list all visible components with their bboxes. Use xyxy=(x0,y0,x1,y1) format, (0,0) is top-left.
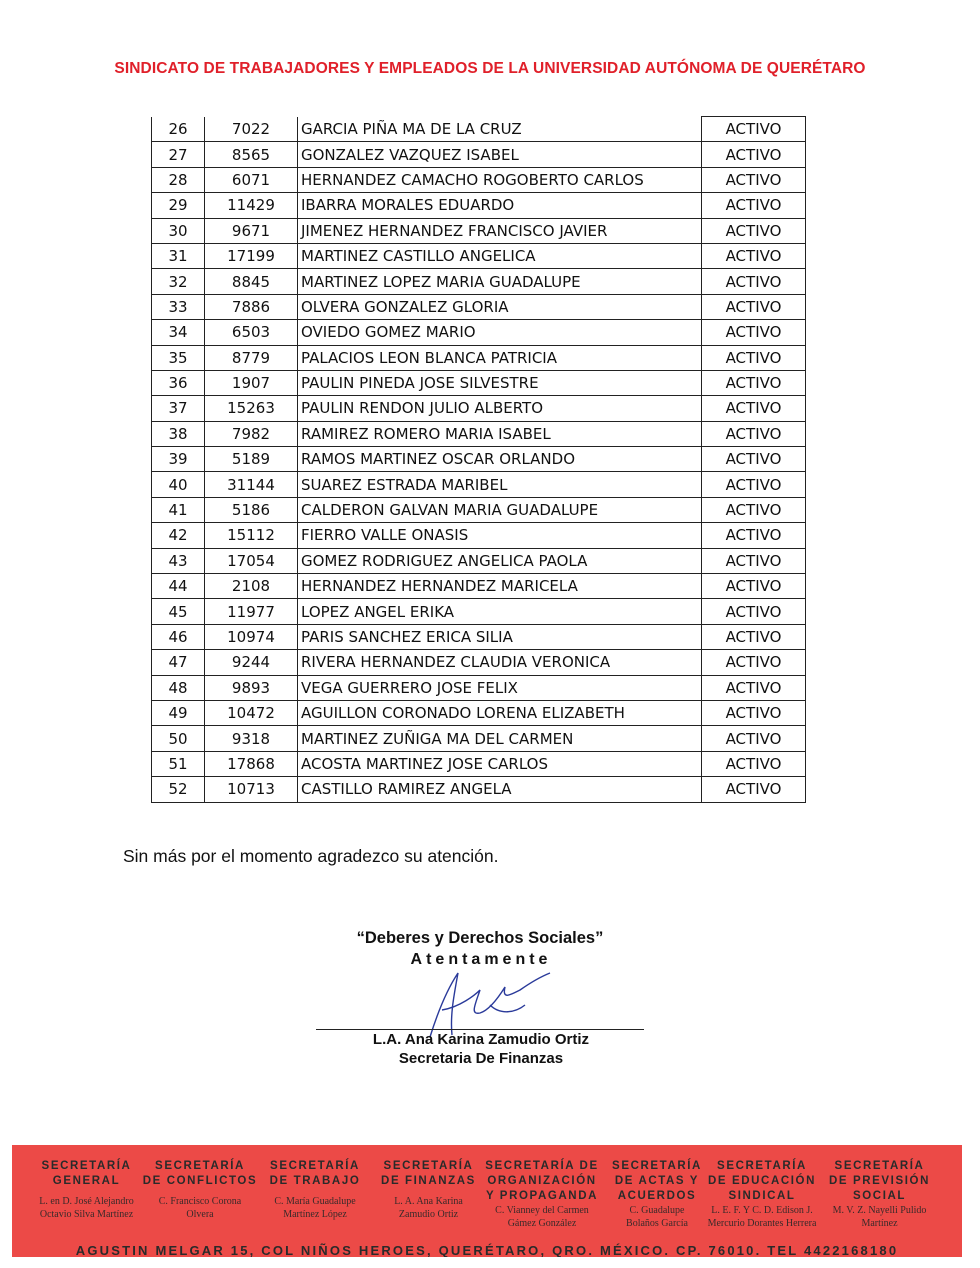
employee-code-cell: 10713 xyxy=(205,777,298,802)
row-number-cell: 47 xyxy=(152,650,205,675)
member-name-cell: PAULIN RENDON JULIO ALBERTO xyxy=(298,396,702,421)
member-name-cell: MARTINEZ ZUÑIGA MA DEL CARMEN xyxy=(298,726,702,751)
row-number-cell: 46 xyxy=(152,624,205,649)
employee-code-cell: 17054 xyxy=(205,548,298,573)
member-name-cell: RAMIREZ ROMERO MARIA ISABEL xyxy=(298,421,702,446)
employee-code-cell: 15263 xyxy=(205,396,298,421)
table-row xyxy=(152,700,806,725)
row-number-cell: 43 xyxy=(152,548,205,573)
member-name-cell: MARTINEZ LOPEZ MARIA GUADALUPE xyxy=(298,269,702,294)
employee-code-cell: 9893 xyxy=(205,675,298,700)
status-cell: ACTIVO xyxy=(702,370,806,395)
table-row xyxy=(152,574,806,599)
employee-code-cell: 10472 xyxy=(205,700,298,725)
table-row xyxy=(152,650,806,675)
status-cell: ACTIVO xyxy=(702,396,806,421)
footer-col-title: SECRETARÍA DE PREVISIÓN SOCIAL xyxy=(829,1160,930,1202)
footer-address: AGUSTIN MELGAR 15, COL NIÑOS HEROES, QUERÉTARO, QRO. MÉXICO. CP. 76010. TEL 4422168180 xyxy=(75,1243,899,1257)
footer-col-educacion xyxy=(702,1159,822,1230)
footer-col-person: M. V. Z. Nayelli Pulido Martínez xyxy=(832,1205,927,1229)
footer-col-title: SECRETARÍA DE TRABAJO xyxy=(269,1160,361,1187)
footer-col-actas xyxy=(607,1159,707,1230)
employee-code-cell: 11977 xyxy=(205,599,298,624)
footer-col-conflictos xyxy=(140,1159,260,1221)
employee-code-cell: 5189 xyxy=(205,447,298,472)
status-cell: ACTIVO xyxy=(702,243,806,268)
table-row xyxy=(152,218,806,243)
member-name-cell: CASTILLO RAMIREZ ANGELA xyxy=(298,777,702,802)
status-cell: ACTIVO xyxy=(702,751,806,776)
row-number-cell: 38 xyxy=(152,421,205,446)
table-row xyxy=(152,472,806,497)
table-row xyxy=(152,320,806,345)
status-cell: ACTIVO xyxy=(702,117,806,142)
footer-col-title: SECRETARÍA DE EDUCACIÓN SINDICAL xyxy=(707,1160,816,1202)
status-cell: ACTIVO xyxy=(702,167,806,192)
status-cell: ACTIVO xyxy=(702,421,806,446)
employee-code-cell: 8845 xyxy=(205,269,298,294)
status-cell: ACTIVO xyxy=(702,294,806,319)
member-name-cell: CALDERON GALVAN MARIA GUADALUPE xyxy=(298,497,702,522)
row-number-cell: 39 xyxy=(152,447,205,472)
footer-col-title: SECRETARÍA DE ACTAS Y ACUERDOS xyxy=(612,1160,702,1202)
member-name-cell: SUAREZ ESTRADA MARIBEL xyxy=(298,472,702,497)
member-name-cell: IBARRA MORALES EDUARDO xyxy=(298,193,702,218)
row-number-cell: 52 xyxy=(152,777,205,802)
employee-code-cell: 2108 xyxy=(205,574,298,599)
row-number-cell: 44 xyxy=(152,574,205,599)
table-row xyxy=(152,167,806,192)
row-number-cell: 40 xyxy=(152,472,205,497)
row-number-cell: 26 xyxy=(152,117,205,142)
signer-name: L.A. Ana Karina Zamudio Ortiz xyxy=(372,1031,590,1048)
member-name-cell: PARIS SANCHEZ ERICA SILIA xyxy=(298,624,702,649)
employee-code-cell: 1907 xyxy=(205,370,298,395)
member-name-cell: MARTINEZ CASTILLO ANGELICA xyxy=(298,243,702,268)
footer-col-trabajo xyxy=(260,1159,370,1221)
table-row xyxy=(152,523,806,548)
employee-code-cell: 9244 xyxy=(205,650,298,675)
table-row xyxy=(152,269,806,294)
status-cell: ACTIVO xyxy=(702,320,806,345)
status-cell: ACTIVO xyxy=(702,548,806,573)
row-number-cell: 41 xyxy=(152,497,205,522)
member-name-cell: GOMEZ RODRIGUEZ ANGELICA PAOLA xyxy=(298,548,702,573)
employee-code-cell: 9318 xyxy=(205,726,298,751)
member-name-cell: AGUILLON CORONADO LORENA ELIZABETH xyxy=(298,700,702,725)
row-number-cell: 33 xyxy=(152,294,205,319)
status-cell: ACTIVO xyxy=(702,218,806,243)
employee-code-cell: 11429 xyxy=(205,193,298,218)
employee-code-cell: 31144 xyxy=(205,472,298,497)
table-row xyxy=(152,675,806,700)
member-name-cell: FIERRO VALLE ONASIS xyxy=(298,523,702,548)
signature-line xyxy=(316,1029,644,1030)
footer-col-title: SECRETARÍA GENERAL xyxy=(41,1160,132,1187)
table-row xyxy=(152,751,806,776)
row-number-cell: 51 xyxy=(152,751,205,776)
union-header-title: SINDICATO DE TRABAJADORES Y EMPLEADOS DE LA UNIVERSIDAD AUTÓNOMA DE QUERÉTARO xyxy=(114,60,866,77)
footer-col-person: C. Vianney del Carmen Gámez González xyxy=(495,1205,589,1229)
row-number-cell: 27 xyxy=(152,142,205,167)
member-name-cell: VEGA GUERRERO JOSE FELIX xyxy=(298,675,702,700)
employee-code-cell: 6503 xyxy=(205,320,298,345)
row-number-cell: 31 xyxy=(152,243,205,268)
employee-code-cell: 17199 xyxy=(205,243,298,268)
table-row xyxy=(152,294,806,319)
employee-code-cell: 8565 xyxy=(205,142,298,167)
status-cell: ACTIVO xyxy=(702,193,806,218)
status-cell: ACTIVO xyxy=(702,269,806,294)
footer-col-finanzas xyxy=(376,1159,481,1221)
status-cell: ACTIVO xyxy=(702,675,806,700)
row-number-cell: 50 xyxy=(152,726,205,751)
employee-code-cell: 7022 xyxy=(205,117,298,142)
employee-code-cell: 5186 xyxy=(205,497,298,522)
employee-code-cell: 6071 xyxy=(205,167,298,192)
employee-code-cell: 10974 xyxy=(205,624,298,649)
member-name-cell: GARCIA PIÑA MA DE LA CRUZ xyxy=(298,117,702,142)
member-name-cell: OVIEDO GOMEZ MARIO xyxy=(298,320,702,345)
footer-banner xyxy=(12,1145,962,1257)
row-number-cell: 45 xyxy=(152,599,205,624)
table-row xyxy=(152,548,806,573)
footer-col-person: C. Francisco Corona Olvera xyxy=(158,1196,242,1220)
member-name-cell: ACOSTA MARTINEZ JOSE CARLOS xyxy=(298,751,702,776)
row-number-cell: 28 xyxy=(152,167,205,192)
table-row xyxy=(152,396,806,421)
footer-col-person: C. María Guadalupe Martínez López xyxy=(274,1196,356,1220)
member-name-cell: RIVERA HERNANDEZ CLAUDIA VERONICA xyxy=(298,650,702,675)
signer-role: Secretaria De Finanzas xyxy=(398,1050,564,1067)
employee-code-cell: 15112 xyxy=(205,523,298,548)
footer-col-title: SECRETARÍA DE ORGANIZACIÓN Y PROPAGANDA xyxy=(485,1160,599,1202)
member-name-cell: GONZALEZ VAZQUEZ ISABEL xyxy=(298,142,702,167)
footer-col-person: L. E. F. Y C. D. Edison J. Mercurio Dorantes Herrera xyxy=(707,1205,817,1229)
status-cell: ACTIVO xyxy=(702,726,806,751)
footer-col-person: L. A. Ana Karina Zamudio Ortiz xyxy=(394,1196,463,1220)
row-number-cell: 29 xyxy=(152,193,205,218)
status-cell: ACTIVO xyxy=(702,574,806,599)
row-number-cell: 32 xyxy=(152,269,205,294)
row-number-cell: 36 xyxy=(152,370,205,395)
footer-col-prevision xyxy=(822,1159,937,1230)
employee-code-cell: 7886 xyxy=(205,294,298,319)
status-cell: ACTIVO xyxy=(702,599,806,624)
row-number-cell: 35 xyxy=(152,345,205,370)
status-cell: ACTIVO xyxy=(702,650,806,675)
footer-col-title: SECRETARÍA DE FINANZAS xyxy=(381,1160,476,1187)
table-row xyxy=(152,447,806,472)
status-cell: ACTIVO xyxy=(702,447,806,472)
footer-col-general xyxy=(24,1159,149,1221)
table-row xyxy=(152,345,806,370)
atentamente: Atentamente xyxy=(410,951,552,968)
footer-col-organizacion xyxy=(482,1159,602,1230)
members-table xyxy=(151,116,806,803)
row-number-cell: 49 xyxy=(152,700,205,725)
table-row xyxy=(152,624,806,649)
status-cell: ACTIVO xyxy=(702,700,806,725)
employee-code-cell: 8779 xyxy=(205,345,298,370)
table-row xyxy=(152,370,806,395)
member-name-cell: LOPEZ ANGEL ERIKA xyxy=(298,599,702,624)
status-cell: ACTIVO xyxy=(702,624,806,649)
row-number-cell: 37 xyxy=(152,396,205,421)
employee-code-cell: 17868 xyxy=(205,751,298,776)
table-row xyxy=(152,599,806,624)
footer-col-person: L. en D. José Alejandro Octavio Silva Martínez xyxy=(39,1196,134,1220)
table-row xyxy=(152,117,806,142)
status-cell: ACTIVO xyxy=(702,523,806,548)
status-cell: ACTIVO xyxy=(702,472,806,497)
member-name-cell: PAULIN PINEDA JOSE SILVESTRE xyxy=(298,370,702,395)
member-name-cell: PALACIOS LEON BLANCA PATRICIA xyxy=(298,345,702,370)
status-cell: ACTIVO xyxy=(702,345,806,370)
row-number-cell: 30 xyxy=(152,218,205,243)
table-row xyxy=(152,421,806,446)
employee-code-cell: 7982 xyxy=(205,421,298,446)
row-number-cell: 34 xyxy=(152,320,205,345)
member-name-cell: RAMOS MARTINEZ OSCAR ORLANDO xyxy=(298,447,702,472)
table-row xyxy=(152,497,806,522)
member-name-cell: OLVERA GONZALEZ GLORIA xyxy=(298,294,702,319)
employee-code-cell: 9671 xyxy=(205,218,298,243)
status-cell: ACTIVO xyxy=(702,777,806,802)
table-row xyxy=(152,777,806,802)
motto: “Deberes y Derechos Sociales” xyxy=(356,929,604,947)
row-number-cell: 42 xyxy=(152,523,205,548)
closing-text: Sin más por el momento agradezco su atención. xyxy=(123,846,499,866)
row-number-cell: 48 xyxy=(152,675,205,700)
table-row xyxy=(152,243,806,268)
table-row xyxy=(152,726,806,751)
member-name-cell: HERNANDEZ HERNANDEZ MARICELA xyxy=(298,574,702,599)
member-name-cell: HERNANDEZ CAMACHO ROGOBERTO CARLOS xyxy=(298,167,702,192)
member-name-cell: JIMENEZ HERNANDEZ FRANCISCO JAVIER xyxy=(298,218,702,243)
table-row xyxy=(152,193,806,218)
status-cell: ACTIVO xyxy=(702,497,806,522)
footer-col-title: SECRETARÍA DE CONFLICTOS xyxy=(142,1160,258,1187)
footer-col-person: C. Guadalupe Bolaños García xyxy=(626,1205,688,1229)
table-row xyxy=(152,142,806,167)
status-cell: ACTIVO xyxy=(702,142,806,167)
